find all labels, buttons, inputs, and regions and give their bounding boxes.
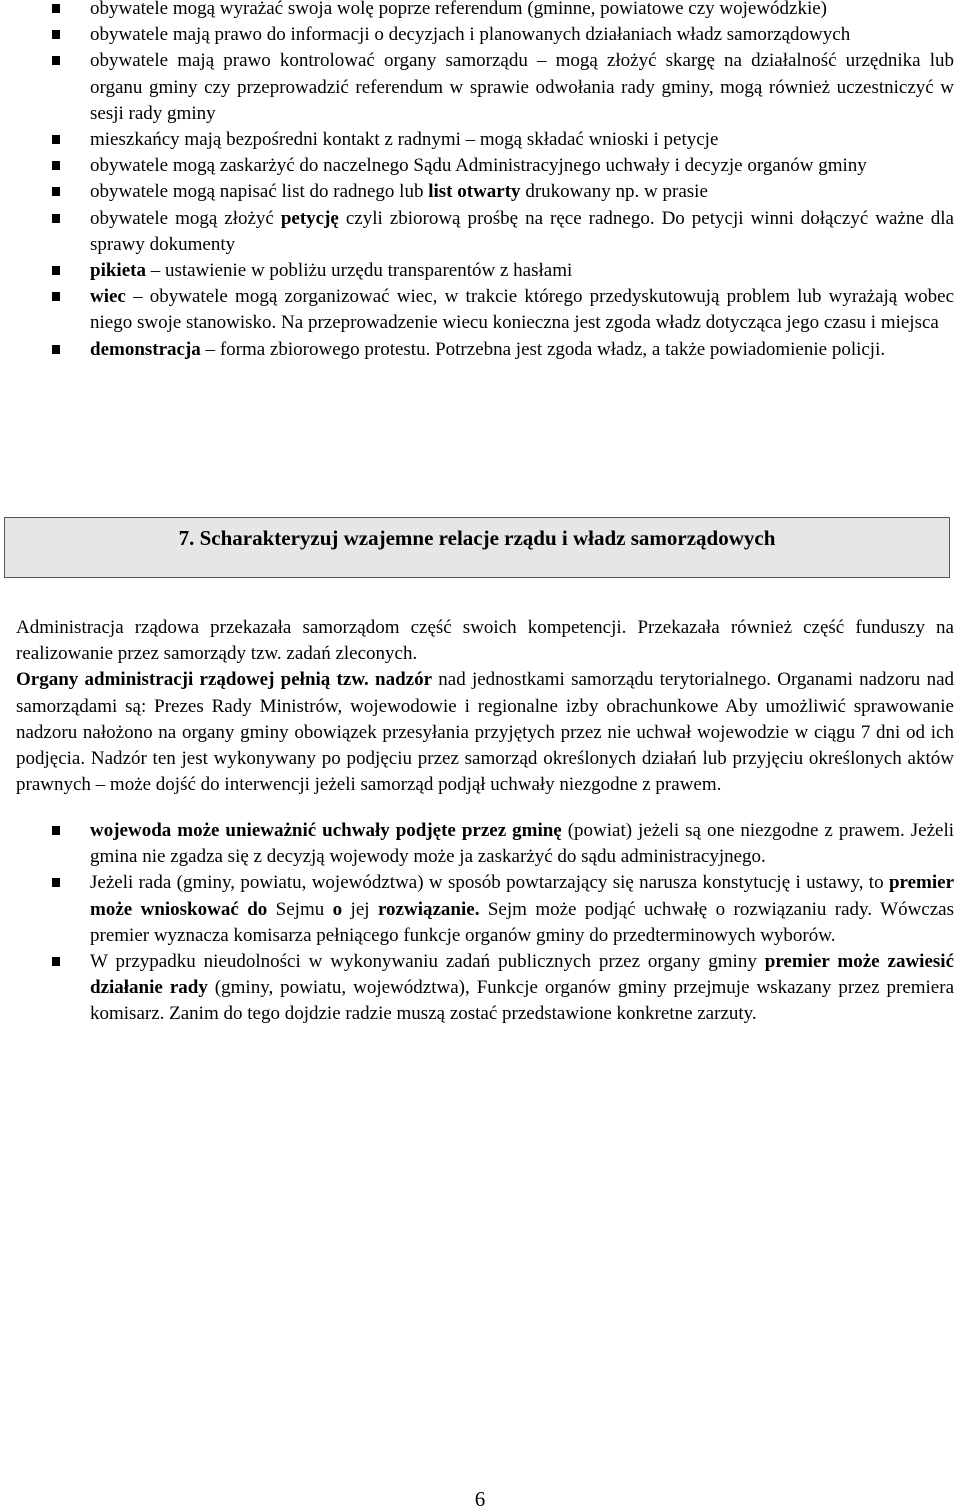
- text-run: obywatele mają prawo kontrolować organy samorządu – mogą złożyć skargę na działalność urzędnika lub organu gminy czy przeprowadzić referendum w sprawie odwołania rady gminy, mogą również uczestniczyć w sesji rady gminy: [90, 50, 954, 124]
- square-bullet-icon: [52, 187, 60, 196]
- paragraph-line-group: [16, 667, 954, 798]
- text-run: – forma zbiorowego protestu. Potrzebna jest zgoda władz, a także powiadomienie policji.: [200, 338, 886, 360]
- text-run: jej: [342, 898, 378, 920]
- square-bullet-icon: [52, 345, 60, 354]
- text-run: (gminy, powiatu, województwa), Funkcje organów gminy przejmuje wskazany przez premiera komisarz. Zanim do tego dojdzie radzie muszą zostać przedstawione konkretne zarzuty.: [90, 977, 954, 1025]
- list-item: [44, 153, 954, 179]
- paragraph-line-group: [16, 615, 954, 667]
- text-run: mieszkańcy mają bezpośredni kontakt z radnymi – mogą składać wnioski i petycje: [90, 129, 719, 151]
- bold-text: wojewoda może unieważnić uchwały podjęte przez gminę: [90, 820, 562, 841]
- square-bullet-icon: [52, 878, 60, 887]
- bold-text: o: [332, 898, 343, 920]
- list-item: [44, 337, 954, 363]
- section-heading: 7. Scharakteryzuj wzajemne relacje rządu i władz samorządowych: [178, 526, 776, 550]
- list-item: [44, 870, 954, 949]
- page-number: 6: [474, 1487, 486, 1511]
- list-item: [44, 949, 954, 1028]
- bold-text: wiec: [90, 286, 126, 308]
- bold-text: petycję: [280, 207, 339, 229]
- list-item: [44, 22, 954, 48]
- list-item: [44, 206, 954, 258]
- bold-text: demonstracja: [90, 338, 201, 360]
- citizen-rights-list: [44, 0, 954, 363]
- list-item: [44, 48, 954, 127]
- text-run: obywatele mogą wyrażać swoja wolę poprze referendum (gminne, powiatowe czy wojewódzkie): [90, 0, 828, 19]
- bold-text: rozwiązanie.: [377, 898, 480, 920]
- text-run: – ustawienie w pobliżu urzędu transparentów z hasłami: [145, 260, 573, 282]
- square-bullet-icon: [52, 214, 60, 223]
- body-paragraph: [16, 615, 954, 798]
- text-run: obywatele mają prawo do informacji o decyzjach i planowanych działaniach władz samorządowych: [90, 24, 851, 46]
- text-run: czyli zbiorową prośbę na ręce radnego. Do petycji winni dołączyć ważne dla sprawy dokumenty: [90, 207, 954, 255]
- list-item: [44, 0, 954, 22]
- text-run: Jeżeli rada (gminy, powiatu, województwa) w sposób powtarzający się narusza konstytucję i ustawy, to: [90, 872, 889, 894]
- square-bullet-icon: [52, 4, 60, 13]
- text-run: obywatele mogą napisać list do radnego lub: [90, 181, 429, 203]
- square-bullet-icon: [52, 135, 60, 144]
- text-run: obywatele mogą złożyć: [90, 207, 281, 229]
- bold-text: Organy administracji rządowej pełnią tzw. nadzór: [16, 669, 433, 691]
- supervision-list: [44, 818, 954, 1028]
- list-item: [44, 258, 954, 284]
- text-run: (powiat) jeżeli są one niezgodne z prawem. Jeżeli gmina nie zgadza się z decyzją wojewody może ja zaskarżyć do sądu administracyjnego.: [90, 820, 955, 868]
- text-run: W przypadku nieudolności w wykonywaniu zadań publicznych przez organy gminy: [90, 951, 765, 973]
- list-item: [44, 127, 954, 153]
- text-run: obywatele mogą zaskarżyć do naczelnego Sądu Administracyjnego uchwały i decyzje organów gminy: [90, 155, 867, 177]
- square-bullet-icon: [52, 826, 60, 835]
- text-run: Sejmu: [267, 898, 333, 920]
- text-run: Sejm może podjąć uchwałę o rozwiązaniu rady. Wówczas premier wyznacza komisarza pełniącego funkcje organów gminy do przedterminowych wyborów.: [90, 898, 954, 946]
- square-bullet-icon: [52, 56, 60, 65]
- bold-text: pikieta: [90, 260, 146, 282]
- text-run: drukowany np. w prasie: [520, 181, 708, 203]
- square-bullet-icon: [52, 161, 60, 170]
- text-run: Administracja rządowa przekazała samorządom część swoich kompetencji. Przekazała również część funduszy na realizowanie przez samorządy tzw. zadań zleconych.: [16, 617, 954, 665]
- square-bullet-icon: [52, 957, 60, 966]
- square-bullet-icon: [52, 30, 60, 39]
- bold-text: premier może wnioskować do: [90, 872, 954, 920]
- list-item: [44, 818, 954, 870]
- square-bullet-icon: [52, 292, 60, 301]
- list-item: [44, 179, 954, 205]
- bold-text: premier może zawiesić działanie rady: [90, 951, 954, 999]
- text-run: – obywatele mogą zorganizować wiec, w trakcie którego przedyskutowują problem lub wyrażają wobec niego swoje stanowisko. Na przeprowadzenie wiecu konieczna jest zgoda władz dotycząca jego czasu i miejsca: [90, 286, 954, 334]
- bold-text: list otwarty: [428, 181, 521, 203]
- text-run: nad jednostkami samorządu terytorialnego. Organami nadzoru nad samorządami są: Prezes Rady Ministrów, wojewodowie i regionalne izby obrachunkowe Aby umożliwić sprawowanie nadzoru nałożono na organy gminy obowiązek przesyłania przyjętych przez nie uchwał wojewodzie w ciągu 7 dni od ich podjęcia. Nadzór ten jest wykonywany po podjęciu przez samorząd określonych działań lub przyjęciu określonych aktów prawnych – może dojść do interwencji jeżeli samorząd podjął uchwały niezgodne z prawem.: [16, 669, 955, 796]
- section-heading-box: [4, 517, 950, 578]
- square-bullet-icon: [52, 266, 60, 275]
- list-item: [44, 284, 954, 336]
